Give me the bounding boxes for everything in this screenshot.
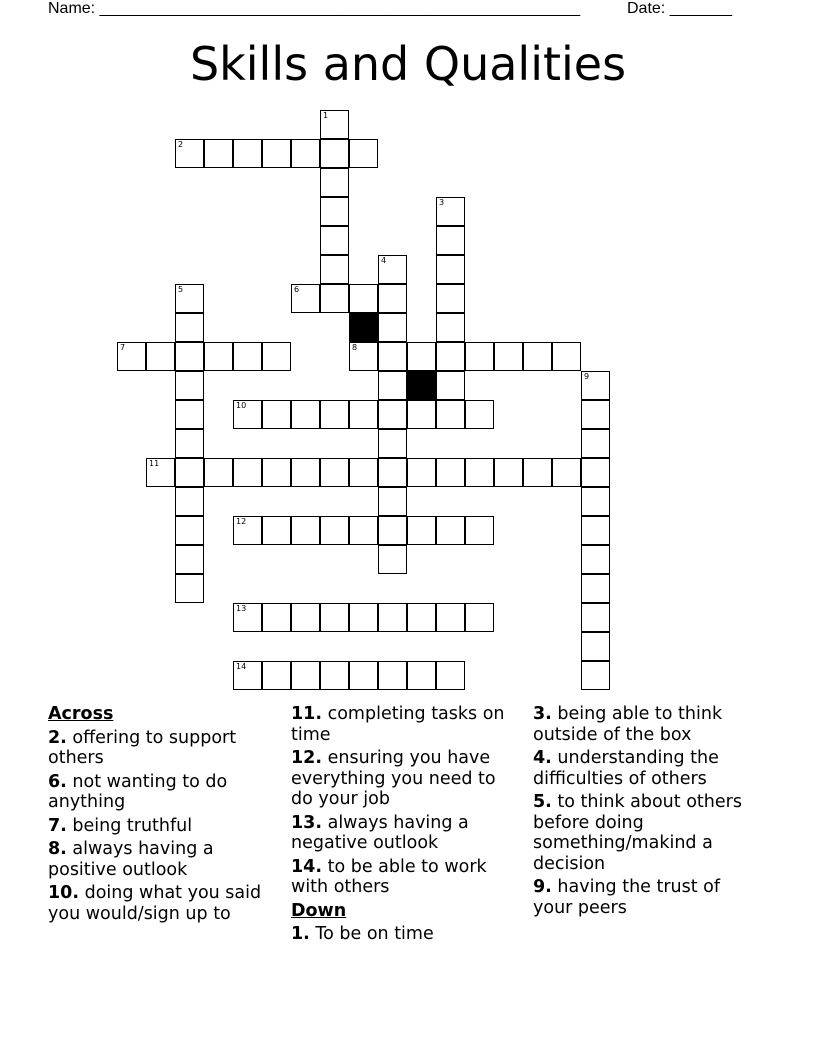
grid-cell[interactable] bbox=[175, 342, 204, 371]
grid-cell[interactable] bbox=[378, 429, 407, 458]
grid-cell[interactable] bbox=[320, 516, 349, 545]
clue-number: 9 bbox=[584, 372, 590, 381]
grid-cell[interactable] bbox=[320, 139, 349, 168]
grid-cell[interactable] bbox=[436, 197, 465, 226]
clue-item bbox=[48, 772, 278, 813]
clue-text: always having a negative outlook bbox=[291, 812, 469, 853]
clues-column-2 bbox=[291, 704, 521, 948]
grid-cell[interactable] bbox=[349, 400, 378, 429]
grid-cell[interactable] bbox=[175, 574, 204, 603]
clue-number: 1 bbox=[323, 111, 329, 120]
clue-item bbox=[533, 704, 763, 745]
grid-cell[interactable] bbox=[320, 400, 349, 429]
clue-text: To be on time bbox=[315, 924, 434, 944]
grid-cell[interactable] bbox=[262, 661, 291, 690]
grid-cell[interactable] bbox=[320, 284, 349, 313]
grid-cell[interactable] bbox=[523, 342, 552, 371]
grid-cell[interactable] bbox=[233, 400, 262, 429]
grid-cell[interactable] bbox=[407, 516, 436, 545]
grid-cell[interactable] bbox=[349, 139, 378, 168]
grid-cell[interactable] bbox=[291, 284, 320, 313]
grid-cell[interactable] bbox=[175, 313, 204, 342]
grid-cell[interactable] bbox=[175, 139, 204, 168]
grid-cell[interactable] bbox=[436, 458, 465, 487]
grid-cell[interactable] bbox=[581, 516, 610, 545]
clue-text: offering to support others bbox=[48, 727, 237, 768]
clue-item bbox=[291, 857, 521, 898]
grid-cell[interactable] bbox=[378, 458, 407, 487]
blocked-cell bbox=[349, 313, 378, 342]
clue-number: 11 bbox=[149, 459, 160, 468]
grid-cell[interactable] bbox=[320, 197, 349, 226]
clue-item bbox=[48, 816, 278, 837]
grid-cell[interactable] bbox=[378, 487, 407, 516]
grid-cell[interactable] bbox=[436, 284, 465, 313]
grid-cell[interactable] bbox=[552, 458, 581, 487]
date-field-line[interactable]: Date: _______ bbox=[627, 0, 732, 17]
clue-number: 7 bbox=[120, 343, 126, 352]
grid-cell[interactable] bbox=[494, 458, 523, 487]
clue-number-label: 5. bbox=[533, 792, 552, 812]
grid-cell[interactable] bbox=[436, 342, 465, 371]
grid-cell[interactable] bbox=[407, 458, 436, 487]
clue-text: not wanting to do anything bbox=[48, 771, 228, 812]
grid-cell[interactable] bbox=[378, 603, 407, 632]
grid-cell[interactable] bbox=[436, 603, 465, 632]
grid-cell[interactable] bbox=[349, 458, 378, 487]
clue-number-label: 1. bbox=[291, 924, 310, 944]
grid-cell[interactable] bbox=[349, 603, 378, 632]
grid-cell[interactable] bbox=[378, 400, 407, 429]
clue-number: 2 bbox=[178, 140, 184, 149]
grid-cell[interactable] bbox=[378, 661, 407, 690]
grid-cell[interactable] bbox=[465, 458, 494, 487]
clue-text: always having a positive outlook bbox=[48, 839, 214, 880]
clue-item bbox=[533, 748, 763, 789]
grid-cell[interactable] bbox=[407, 661, 436, 690]
clue-item bbox=[48, 883, 278, 924]
clue-item bbox=[291, 748, 521, 810]
grid-cell[interactable] bbox=[320, 226, 349, 255]
clue-number-label: 3. bbox=[533, 704, 552, 724]
clue-number-label: 6. bbox=[48, 771, 67, 792]
grid-cell[interactable] bbox=[407, 603, 436, 632]
clue-number: 8 bbox=[352, 343, 358, 352]
grid-cell[interactable] bbox=[581, 487, 610, 516]
grid-cell[interactable] bbox=[291, 139, 320, 168]
section-heading: Down bbox=[291, 900, 347, 921]
clues-column-1 bbox=[48, 704, 278, 927]
clue-text: understanding the difficulties of others bbox=[533, 748, 719, 789]
grid-cell[interactable] bbox=[175, 400, 204, 429]
clue-item bbox=[48, 728, 278, 769]
grid-cell[interactable] bbox=[349, 284, 378, 313]
grid-cell[interactable] bbox=[204, 458, 233, 487]
clue-text: to be able to work with others bbox=[291, 856, 487, 897]
page-title: Skills and Qualities bbox=[189, 37, 627, 91]
clue-text: being truthful bbox=[72, 815, 193, 836]
clue-number: 13 bbox=[236, 604, 247, 613]
clue-number-label: 7. bbox=[48, 815, 67, 836]
grid-cell[interactable] bbox=[436, 313, 465, 342]
grid-cell[interactable] bbox=[378, 255, 407, 284]
clue-text: to think about others before doing something/makind a decision bbox=[533, 792, 742, 874]
section-heading: Across bbox=[48, 704, 114, 724]
grid-cell[interactable] bbox=[378, 284, 407, 313]
grid-cell[interactable] bbox=[349, 661, 378, 690]
clue-text: doing what you said you would/sign up to bbox=[48, 883, 262, 924]
grid-cell[interactable] bbox=[465, 603, 494, 632]
grid-cell[interactable] bbox=[581, 661, 610, 690]
grid-cell[interactable] bbox=[581, 429, 610, 458]
grid-cell[interactable] bbox=[175, 284, 204, 313]
grid-cell[interactable] bbox=[349, 516, 378, 545]
grid-cell[interactable] bbox=[291, 603, 320, 632]
grid-cell[interactable] bbox=[291, 661, 320, 690]
grid-cell[interactable] bbox=[291, 458, 320, 487]
grid-cell[interactable] bbox=[262, 603, 291, 632]
clue-item bbox=[291, 924, 521, 945]
grid-cell[interactable] bbox=[146, 458, 175, 487]
grid-cell[interactable] bbox=[175, 545, 204, 574]
grid-cell[interactable] bbox=[349, 342, 378, 371]
grid-cell[interactable] bbox=[552, 342, 581, 371]
clue-number-label: 11. bbox=[291, 704, 323, 724]
clue-number: 6 bbox=[294, 285, 300, 294]
clue-number: 4 bbox=[381, 256, 387, 265]
grid-cell[interactable] bbox=[378, 371, 407, 400]
grid-cell[interactable] bbox=[378, 545, 407, 574]
clue-number-label: 13. bbox=[291, 812, 323, 833]
grid-cell[interactable] bbox=[175, 487, 204, 516]
clue-text: ensuring you have everything you need to do your job bbox=[291, 748, 496, 809]
grid-cell[interactable] bbox=[581, 545, 610, 574]
grid-cell[interactable] bbox=[436, 661, 465, 690]
clue-number-label: 4. bbox=[533, 748, 552, 768]
grid-cell[interactable] bbox=[262, 400, 291, 429]
grid-cell[interactable] bbox=[436, 400, 465, 429]
grid-cell[interactable] bbox=[262, 139, 291, 168]
clue-number-label: 2. bbox=[48, 727, 67, 748]
grid-cell[interactable] bbox=[581, 371, 610, 400]
clue-number-label: 14. bbox=[291, 856, 323, 877]
clue-number: 10 bbox=[236, 401, 247, 410]
grid-cell[interactable] bbox=[581, 574, 610, 603]
grid-cell[interactable] bbox=[436, 255, 465, 284]
grid-cell[interactable] bbox=[407, 342, 436, 371]
grid-cell[interactable] bbox=[320, 168, 349, 197]
clue-item bbox=[533, 877, 763, 918]
grid-cell[interactable] bbox=[233, 661, 262, 690]
grid-cell[interactable] bbox=[175, 371, 204, 400]
grid-cell[interactable] bbox=[291, 516, 320, 545]
grid-cell[interactable] bbox=[262, 342, 291, 371]
grid-cell[interactable] bbox=[262, 516, 291, 545]
grid-cell[interactable] bbox=[291, 400, 320, 429]
clue-number: 5 bbox=[178, 285, 184, 294]
grid-cell[interactable] bbox=[320, 110, 349, 139]
clue-item bbox=[291, 704, 521, 745]
clues-column-3 bbox=[533, 704, 763, 921]
grid-cell[interactable] bbox=[581, 458, 610, 487]
grid-cell[interactable] bbox=[233, 342, 262, 371]
clue-number-label: 12. bbox=[291, 748, 323, 768]
grid-cell[interactable] bbox=[320, 458, 349, 487]
grid-cell[interactable] bbox=[378, 516, 407, 545]
clue-text: being able to think outside of the box bbox=[533, 704, 723, 745]
grid-cell[interactable] bbox=[581, 400, 610, 429]
grid-cell[interactable] bbox=[233, 516, 262, 545]
grid-cell[interactable] bbox=[233, 139, 262, 168]
grid-cell[interactable] bbox=[262, 458, 291, 487]
grid-cell[interactable] bbox=[465, 516, 494, 545]
grid-cell[interactable] bbox=[233, 603, 262, 632]
clue-number-label: 9. bbox=[533, 877, 552, 897]
clue-number: 12 bbox=[236, 517, 247, 526]
clue-item bbox=[48, 839, 278, 880]
grid-cell[interactable] bbox=[378, 342, 407, 371]
grid-cell[interactable] bbox=[494, 342, 523, 371]
grid-cell[interactable] bbox=[436, 371, 465, 400]
grid-cell[interactable] bbox=[581, 632, 610, 661]
clue-text: having the trust of your peers bbox=[533, 877, 721, 918]
grid-cell[interactable] bbox=[320, 603, 349, 632]
clue-number-label: 8. bbox=[48, 839, 67, 859]
name-field-line[interactable]: Name: ______________________________________________________ bbox=[48, 0, 581, 17]
grid-cell[interactable] bbox=[320, 255, 349, 284]
grid-cell[interactable] bbox=[436, 226, 465, 255]
clue-text: completing tasks on time bbox=[291, 704, 505, 745]
grid-cell[interactable] bbox=[436, 516, 465, 545]
grid-cell[interactable] bbox=[581, 603, 610, 632]
grid-cell[interactable] bbox=[146, 342, 175, 371]
grid-cell[interactable] bbox=[175, 429, 204, 458]
blocked-cell bbox=[407, 371, 436, 400]
grid-cell[interactable] bbox=[204, 342, 233, 371]
grid-cell[interactable] bbox=[465, 342, 494, 371]
grid-cell[interactable] bbox=[378, 313, 407, 342]
grid-cell[interactable] bbox=[175, 458, 204, 487]
grid-cell[interactable] bbox=[523, 458, 552, 487]
clue-item bbox=[291, 813, 521, 854]
grid-cell[interactable] bbox=[320, 661, 349, 690]
clue-item bbox=[533, 792, 763, 874]
grid-cell[interactable] bbox=[204, 139, 233, 168]
grid-cell[interactable] bbox=[233, 458, 262, 487]
grid-cell[interactable] bbox=[175, 516, 204, 545]
grid-cell[interactable] bbox=[465, 400, 494, 429]
grid-cell[interactable] bbox=[407, 400, 436, 429]
grid-cell[interactable] bbox=[117, 342, 146, 371]
clue-number-label: 10. bbox=[48, 883, 80, 903]
clue-number: 3 bbox=[439, 198, 445, 207]
clue-number: 14 bbox=[236, 662, 247, 671]
